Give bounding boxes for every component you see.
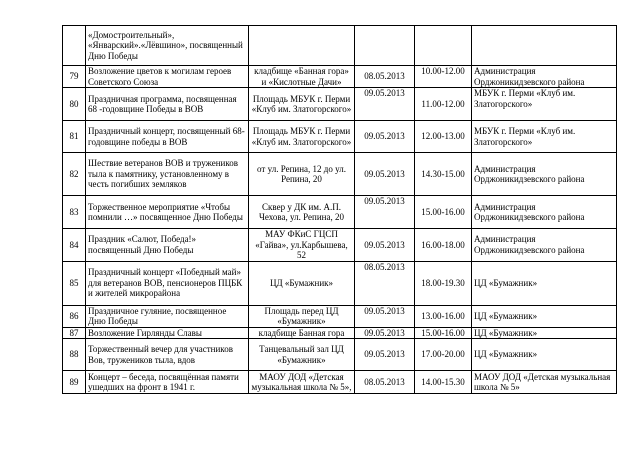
event-cell: Праздник «Салют, Победа!» посвященный Дню Победы — [86, 229, 249, 262]
table-row — [63, 66, 617, 88]
table-row — [63, 121, 617, 153]
time-cell: 15.00-16.00 — [415, 327, 472, 339]
place-cell: МАОУ ДОД «Детская музыкальная школа № 5», — [249, 371, 355, 394]
row-number: 88 — [63, 339, 86, 371]
place-cell: Сквер у ДК им. А.П. Чехова, ул. Репина, 20 — [249, 196, 355, 229]
place-cell: МАУ ФКиС ГЦСП «Гайва», ул.Карбышева, 52 — [249, 229, 355, 262]
place-cell: Танцевальный зал ЦД «Бумажник» — [249, 339, 355, 371]
date-cell: 08.05.2013 — [355, 66, 415, 88]
row-number: 80 — [63, 88, 86, 121]
table-row — [63, 305, 617, 327]
time-cell: 13.00-16.00 — [415, 305, 472, 327]
table-row — [63, 153, 617, 196]
table-row — [63, 327, 617, 339]
row-number: 86 — [63, 305, 86, 327]
row-number: 85 — [63, 261, 86, 305]
organizer-cell: ЦД «Бумажник» — [472, 327, 617, 339]
date-cell — [355, 26, 415, 66]
row-number — [63, 26, 86, 66]
time-cell: 10.00-12.00 — [415, 66, 472, 88]
date-cell: 09.05.2013 — [355, 305, 415, 327]
place-cell — [249, 26, 355, 66]
place-cell: Площадь перед ЦД «Бумажник» — [249, 305, 355, 327]
row-number: 83 — [63, 196, 86, 229]
time-cell: 15.00-16.00 — [415, 196, 472, 229]
row-number: 84 — [63, 229, 86, 262]
event-cell: Возложение цветов к могилам героев Советского Союза — [86, 66, 249, 88]
event-cell: Праздничный концерт, посвященный 68-годовщине победы в ВОВ — [86, 121, 249, 153]
date-cell: 09.05.2013 — [355, 327, 415, 339]
place-cell: ЦД «Бумажник» — [249, 261, 355, 305]
place-cell: кладбище «Банная гора» и «Кислотные Дачи» — [249, 66, 355, 88]
row-number: 87 — [63, 327, 86, 339]
table-row — [63, 339, 617, 371]
schedule-table — [62, 25, 617, 394]
event-cell: Праздничная программа, посвященная 68 -годовщине Победы в ВОВ — [86, 88, 249, 121]
organizer-cell — [472, 26, 617, 66]
organizer-cell: ЦД «Бумажник» — [472, 261, 617, 305]
place-cell: кладбище Банная гора — [249, 327, 355, 339]
row-number: 89 — [63, 371, 86, 394]
organizer-cell: МАОУ ДОД «Детская музыкальная школа № 5» — [472, 371, 617, 394]
time-cell: 17.00-20.00 — [415, 339, 472, 371]
row-number: 81 — [63, 121, 86, 153]
date-cell: 09.05.2013 — [355, 339, 415, 371]
organizer-cell: ЦД «Бумажник» — [472, 339, 617, 371]
table-row — [63, 229, 617, 262]
date-cell: 09.05.2013 — [355, 88, 415, 121]
event-cell: Концерт – беседа, посвящённая памяти ушедших на фронт в 1941 г. — [86, 371, 249, 394]
time-cell — [415, 26, 472, 66]
event-cell: «Домостроительный», «Январский».«Лёвшино», посвященный Дню Победы — [86, 26, 249, 66]
date-cell: 08.05.2013 — [355, 371, 415, 394]
table-row — [63, 88, 617, 121]
organizer-cell: Администрация Орджоникидзевского района — [472, 153, 617, 196]
row-number: 82 — [63, 153, 86, 196]
place-cell: Площадь МБУК г. Перми «Клуб им. Златогорского» — [249, 121, 355, 153]
row-number: 79 — [63, 66, 86, 88]
table-row — [63, 371, 617, 394]
event-cell: Торжественный вечер для участников Вов, тружеников тыла, вдов — [86, 339, 249, 371]
event-cell: Праздничное гуляние, посвященное Дню Победы — [86, 305, 249, 327]
table-row — [63, 26, 617, 66]
organizer-cell: ЦД «Бумажник» — [472, 305, 617, 327]
organizer-cell: МБУК г. Перми «Клуб им. Златогорского» — [472, 121, 617, 153]
date-cell: 08.05.2013 — [355, 261, 415, 305]
event-cell: Праздничный концерт «Победный май» для ветеранов ВОВ, пенсионеров ПЦБК и жителей микрорайона — [86, 261, 249, 305]
date-cell: 09.05.2013 — [355, 229, 415, 262]
event-cell: Возложение Гирлянды Славы — [86, 327, 249, 339]
event-cell: Шествие ветеранов ВОВ и тружеников тыла к памятнику, установленному в честь погибших земляков — [86, 153, 249, 196]
time-cell: 18.00-19.30 — [415, 261, 472, 305]
date-cell: 09.05.2013 — [355, 121, 415, 153]
place-cell: от ул. Репина, 12 до ул. Репина, 20 — [249, 153, 355, 196]
date-cell: 09.05.2013 — [355, 153, 415, 196]
organizer-cell: Администрация Орджоникидзевского района — [472, 229, 617, 262]
time-cell: 14.00-15.30 — [415, 371, 472, 394]
time-cell: 12.00-13.00 — [415, 121, 472, 153]
organizer-cell: Администрация Орджоникидзевского района — [472, 196, 617, 229]
time-cell: 16.00-18.00 — [415, 229, 472, 262]
time-cell: 14.30-15.00 — [415, 153, 472, 196]
table-row — [63, 261, 617, 305]
table-row — [63, 196, 617, 229]
place-cell: Площадь МБУК г. Перми «Клуб им. Златогорского» — [249, 88, 355, 121]
date-cell: 09.05.2013 — [355, 196, 415, 229]
organizer-cell: МБУК г. Перми «Клуб им. Златогорского» — [472, 88, 617, 121]
time-cell: 11.00-12.00 — [415, 88, 472, 121]
event-cell: Торжественное мероприятие «Чтобы помнили …» посвященное Дню Победы — [86, 196, 249, 229]
organizer-cell: Администрация Орджоникидзевского района — [472, 66, 617, 88]
